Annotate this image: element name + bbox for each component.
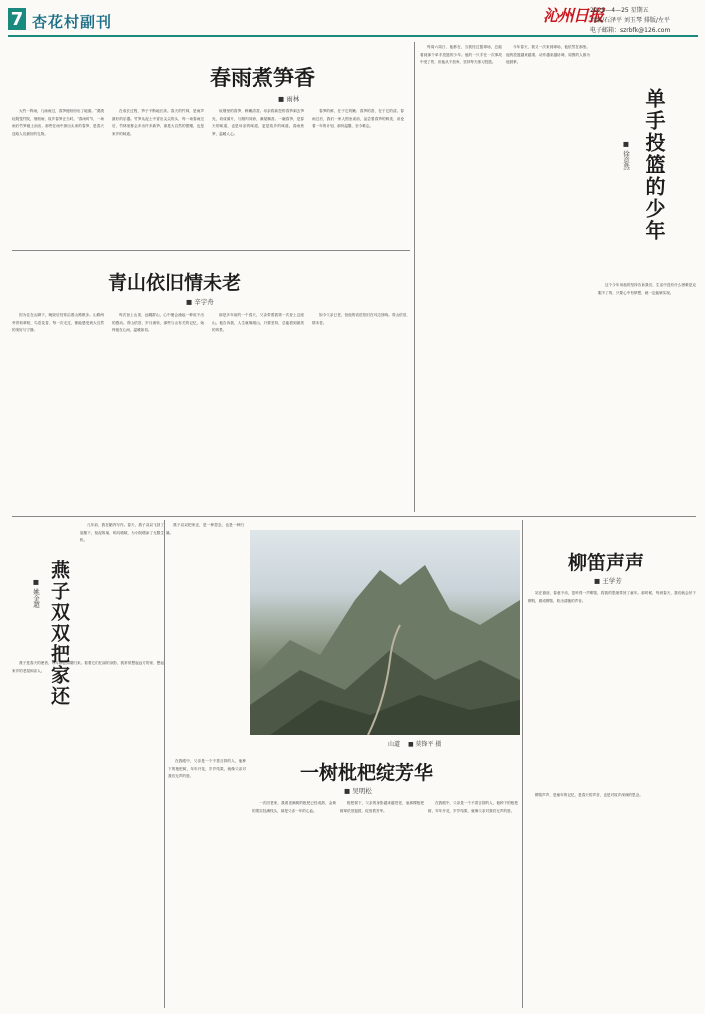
article-title-yan: 燕子双双把家还: [48, 560, 70, 707]
section-title: 杏花村副刊: [32, 13, 113, 31]
article-column: 因为住在山脚下，晚饭后经常沿着山路散步。山路两旁青松翠柏，鸟语花香，每一次走过，都能感受到大自然的美好与宁静。: [12, 313, 104, 333]
article-column: 炊烟里的春笋，鲜嫩清香。母亲将新挖的春笋剥去笋壳，切成薄片，与腊肉同炒，满屋飘香。一碗春笋，是春天的味道，也是母亲的味道，更是故乡的味道。春雨煮笋，温暖人心。: [212, 109, 304, 137]
divider: [12, 250, 410, 251]
email-contact: 电子邮箱：szrbfk@126.com: [590, 27, 671, 34]
article-author-chun: ■ 雨林: [278, 95, 300, 103]
article-column: 这个少年用他的坚持告诉我们，生活中没有什么困难是克服不了的，只要心中有梦想，就一定能够实现。: [598, 283, 696, 295]
article-title-yizhi: 一树枇杷绽芳华: [300, 762, 434, 784]
article-column: 燕子双双把家还，是一种思念，也是一种归属。: [166, 523, 244, 535]
issue-date: 2025—4—25 星期五: [590, 7, 649, 14]
article-author-shou: ■ 徐意然: [622, 140, 630, 170]
article-author-liu: ■ 王学芳: [594, 577, 622, 585]
article-column: 每周六周日，他都在，当我经过篮球场，总能看到那个单手投篮的少年。他的一只手在一次事故中受了伤，但他从不放弃，坚持每天练习投篮。: [420, 45, 502, 65]
article-column: 燕子是春天的使者，每年都会如期归来。看着它们忙碌的身影，我常常想起远方的家，想起家乡的老屋和亲人。: [12, 661, 164, 673]
article-column: 站在窗前，春意不动，忽听得一声柳笛，将我的思绪带回了童年。那时候，每到春天，我们就会折下柳枝，做成柳笛，吹出清脆的声音。: [528, 591, 696, 603]
article-author-yan: ■ 姚金超: [32, 578, 40, 608]
article-title-qing: 青山依旧情未老: [108, 272, 242, 294]
article-title-chun: 春雨煮笋香: [210, 65, 315, 90]
article-title-liu: 柳笛声声: [568, 552, 645, 574]
photo-title: 山道: [388, 741, 401, 748]
mountain-illustration: [250, 530, 520, 735]
photo-caption: [388, 739, 441, 748]
mountain-photo: [250, 530, 520, 735]
article-column: 大约一阵雨，几场雨过，春笋便纷纷出了地面。“漠漠轻阴笼竹院，细细雨，故乡春笋正当时。”春雨时节，一场雨后竹笋破土而出，那些在雨中探出头来的春笋，是春天送给人们最好的礼物。: [12, 109, 104, 137]
newspaper-logo: 沁州日报: [543, 6, 604, 25]
divider: [522, 520, 523, 1008]
article-column: 柳笛声声，是童年的记忆，是春天的声音，也是对故乡深深的思念。: [535, 793, 643, 797]
article-title-shou: 单手投篮的少年: [642, 88, 666, 242]
page-number: 7: [8, 8, 26, 30]
article-column: 在我眼中，父亲是一个不善言辞的人，他种下的枇杷树，年年开花，岁岁结果，就像父亲对我们无声的爱。: [168, 759, 246, 779]
article-column: 在成长过程，笋子不断地长高。春天的竹林，是雨声最好的乐器。竹笋从泥土中冒出尖尖的头，每一场春雨过后，竹林里都会多出许多新笋，那是大自然的馈赠，也是家乡的味道。: [112, 109, 204, 137]
article-column: 枇杷树下，父亲的身影越来越苍老，而那棵枇杷树却依旧挺拔，绽放着芳华。: [340, 801, 424, 813]
article-author-qing: ■ 辛宇舟: [186, 298, 214, 306]
divider: [12, 516, 696, 517]
page-header: [0, 0, 705, 36]
article-column: 那是多年前的一个春天，父亲带着我第一次登上这座山。他告诉我，人生就像爬山，只要坚持，总能看到最美的风景。: [212, 313, 304, 333]
article-column: 在我眼中，父亲是一个不善言辞的人，他种下的枇杷树，年年开花，岁岁结果，就像父亲对我们无声的爱。: [428, 801, 518, 813]
article-column: 如今父亲已老，但他的话语依旧在耳边回响。青山依旧，情未老。: [312, 313, 410, 325]
photo-credit: ■ 莫锋平 摄: [407, 741, 442, 748]
divider: [164, 520, 165, 1008]
editor-credits: 责编/石泽平 刘玉琴 排版/左平: [590, 17, 670, 24]
article-column: 一次回老家，我看见满树的枇杷已经成熟，金黄的果实挂满枝头，那是父亲一年的心血。: [252, 801, 336, 813]
article-column: 每次登上山顶，远眺群山，心中便会涌起一种说不出的感动。青山依旧，岁月流转，那些与山有关的记忆，始终留在心间，温暖如初。: [112, 313, 204, 333]
article-author-yizhi: ■ 吴明松: [344, 787, 372, 795]
article-column: 春笋的鲜，在于它的嫩；春笋的香，在于它的清。春雨过后，我们一家人围坐桌前，品尝着春笋的鲜美，谈论着一年的计划，那份温馨，至今难忘。: [312, 109, 404, 129]
article-column: 今年春天，我又一次来到球场，他依然在那里。他的投篮越来越准，动作越来越协调，周围的人都为他鼓掌。: [506, 45, 590, 65]
article-column: 几年前，我在陋内写作。春天，燕子双双飞回了屋檐下，衔泥筑巢，叽叽喳喳，为小院增添了无限生机。: [80, 523, 164, 543]
divider: [414, 42, 415, 512]
header-rule: [8, 35, 698, 37]
